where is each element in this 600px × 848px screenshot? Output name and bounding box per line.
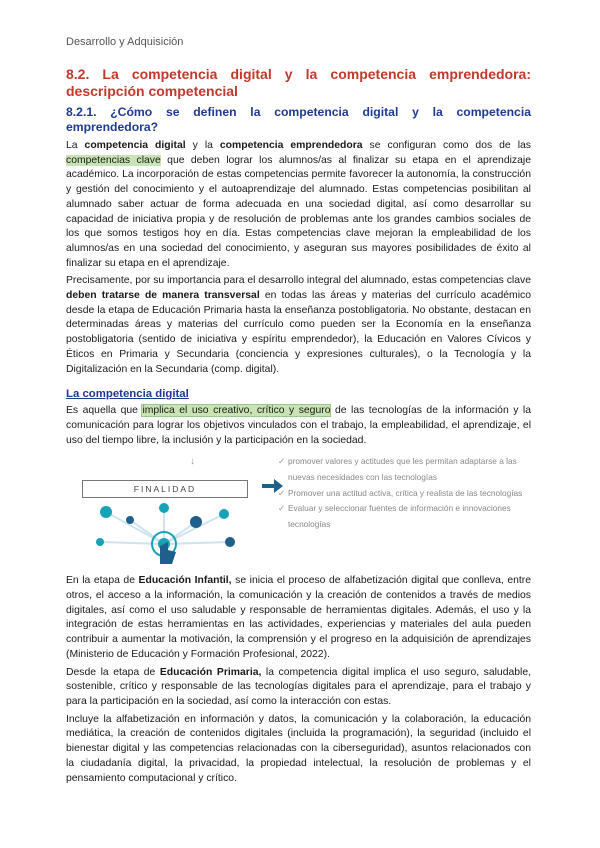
finalidad-item: ✓ Promover una actitud activa, crítica y realista de las tecnologías bbox=[278, 486, 534, 502]
running-header: Desarrollo y Adquisición bbox=[66, 36, 184, 48]
finalidad-figure bbox=[66, 452, 531, 570]
transversal-paragraph: Precisamente, por su importancia para el desarrollo integral del alumnado, estas competencias clave deben tratarse de manera transversal en todas las áreas y materias del currículo académico desde la etapa de Educación Primaria hasta la enseñanza postobligatoria. No obstante, destacan en determinadas áreas y materias del currículo como pueden ser la Economía en la enseñanza postobligatoria (sentido de iniciativa y espíritu emprendedor), la Educación en Valores Cívicos y Éticos en Primaria y Secundaria (conciencia y expresiones culturales), o la Tecnología y la Digitalización en la Secundaria (comp. digital). bbox=[66, 275, 531, 375]
includes-paragraph: Incluye la alfabetización en información y datos, la comunicación y la colaboración, la educación mediática, la creación de contenidos digitales (incluida la programación), la seguridad (incluido el bienestar digital y las competencias relacionadas con la ciberseguridad), asuntos relacionados con la ciudadanía digital, la privacidad, la propiedad intelectual, la resolución de problemas y el pensamiento computacional y crítico. bbox=[66, 713, 531, 784]
bold-entrepreneurial-competence: competencia emprendedora bbox=[219, 140, 363, 151]
check-icon: ✓ bbox=[278, 503, 285, 514]
page-content bbox=[66, 66, 531, 789]
finalidad-item: ✓ promover valores y actitudes que les permitan adaptarse a las nuevas necesidades con las tecnologías bbox=[278, 454, 534, 485]
section-title: 8.2. La competencia digital y la competencia emprendedora: descripción competencial bbox=[66, 66, 531, 99]
finalidad-illustration bbox=[82, 452, 254, 570]
highlight-key-competences: competencias clave bbox=[66, 154, 161, 166]
highlight-creative-use: implica el uso creativo, crítico y seguro bbox=[142, 405, 331, 417]
bold-infantil: Educación Infantil, bbox=[138, 575, 232, 587]
finalidad-list bbox=[278, 454, 534, 532]
finalidad-label: FINALIDAD bbox=[82, 480, 248, 498]
check-icon: ✓ bbox=[278, 487, 285, 498]
section-subtitle: 8.2.1. ¿Cómo se definen la competencia digital y la competencia emprendedora? bbox=[66, 105, 531, 134]
digital-competence-heading: La competencia digital bbox=[66, 388, 189, 401]
arrow-down-icon: ↓ bbox=[190, 456, 195, 468]
infantil-paragraph: En la etapa de Educación Infantil, se inicia el proceso de alfabetización digital que conlleva, entre otros, el acceso a la información, la comunicación y la creación de contenidos a través de medios digitales, así como el uso saludable y responsable de herramientas digitales. Además, el uso y la integración de estas herramientas en las actividades, experiencias y materiales del aula pueden contribuir a aumentar la motivación, la comprensión y el progreso en la adquisición de aprendizajes (Ministerio de Educación y Formación Profesional, 2022). bbox=[66, 575, 532, 660]
primaria-paragraph: Desde la etapa de Educación Primaria, la competencia digital implica el uso seguro, saludable, sostenible, crítico y responsable de las tecnologías digitales para el aprendizaje, para el trabajo y para la participación en la sociedad, así como la interacción con estas. bbox=[66, 666, 532, 707]
bold-transversal: deben tratarse de manera transversal bbox=[66, 290, 260, 302]
bold-digital-competence: competencia digital bbox=[84, 140, 186, 151]
bold-primaria: Educación Primaria, bbox=[159, 666, 262, 678]
hand-touch-network-icon bbox=[84, 502, 244, 568]
check-icon: ✓ bbox=[278, 456, 285, 467]
finalidad-item: ✓ Evaluar y seleccionar fuentes de información e innovaciones tecnologías bbox=[278, 501, 534, 532]
digital-definition-paragraph: Es aquella que implica el uso creativo, crítico y seguro de las tecnologías de la información y la comunicación para lograr los objetivos vinculados con el trabajo, la empleabilidad, el aprendizaje, el uso del tiempo libre, la inclusión y la participación en la sociedad. bbox=[66, 405, 531, 446]
intro-paragraph: La competencia digital y la competencia emprendedora se configuran como dos de las competencias clave que deben lograr los alumnos/as al finalizar su etapa en el aprendizaje académico. La incorporación de estas competencias permite favorecer la autonomía, la construcción y gestión del conocimiento y el autoaprendizaje del alumnado. Estas competencias posibilitan al alumnado saber actuar de forma adecuada en una sociedad digital, así como desarrollar su capacidad de iniciativa propia y de resolución de problemas ante los grandes cambios sociales de los que somos testigos hoy en día. Estas competencias clave mejoran la empleabilidad de los alumnos/as en una sociedad del conocimiento, y aseguran sus mayores posibilidades de éxito al finalizar su etapa en el aprendizaje. bbox=[66, 140, 531, 269]
